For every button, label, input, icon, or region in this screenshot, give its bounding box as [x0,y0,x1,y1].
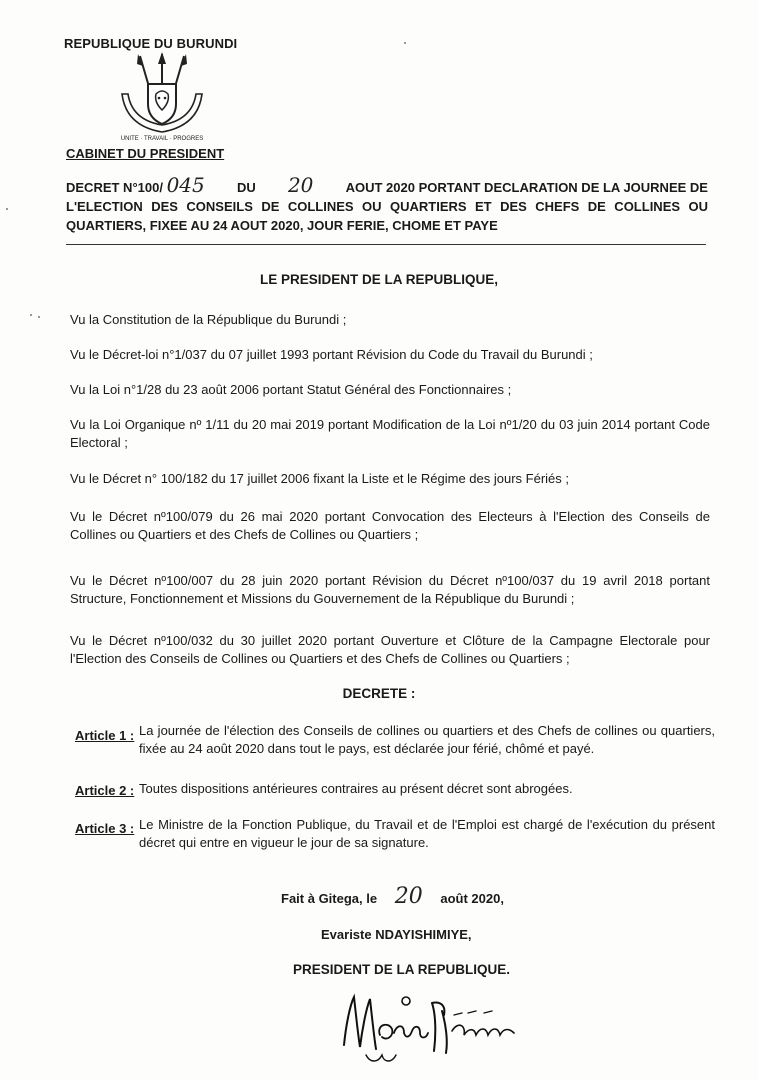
consideration-item: Vu le Décret nº100/007 du 28 juin 2020 portant Révision du Décret nº100/037 du 19 avril 2018 portant Structure, Fonctionnement et Missions du Gouvernement de la République du Burundi ; [70,573,710,606]
scan-speck [404,42,406,44]
decrete-heading: DECRETE : [342,686,416,701]
title-divider [66,244,706,245]
consideration-item: Vu la Loi Organique nº 1/11 du 20 mai 2019 portant Modification de la Loi nº1/20 du 03 juin 2014 portant Code Electoral ; [70,417,710,450]
cabinet-header: CABINET DU PRESIDENT [66,146,225,161]
consideration-item: Vu la Constitution de la République du Burundi ; [70,312,347,327]
decree-day-handwritten: 20 [287,173,314,197]
president-heading: LE PRESIDENT DE LA REPUBLIQUE, [259,272,499,287]
coat-of-arms-emblem [112,52,212,142]
article-text: La journée de l'élection des Conseils de collines ou quartiers et des Chefs de collines ou quartiers, fixée au 24 août 2020 dans tout le pays, est déclarée jour férié, chômé et payé. [139,723,715,756]
signature-place-date [281,884,504,909]
signature-day-handwritten: 20 [394,884,423,909]
consideration-item: Vu le Décret nº100/032 du 30 juillet 2020 portant Ouverture et Clôture de la Campagne Electorale pour l'Election des Conseils de Collines ou Quartiers et des Chefs de Collines ou Quartiers ; [70,633,710,666]
signature-place: Fait à Gitega, le [281,891,378,906]
consideration-item: Vu le Décret nº100/079 du 26 mai 2020 portant Convocation des Electeurs à l'Election des Conseils de Collines ou Quartiers et des Chefs de Collines ou Quartiers ; [70,509,710,542]
handwritten-signature [336,985,526,1065]
article-text: Toutes dispositions antérieures contraires au présent décret sont abrogées. [139,781,573,796]
consideration-item: Vu le Décret n° 100/182 du 17 juillet 2006 fixant la Liste et le Régime des jours Fériés ; [70,471,569,486]
signature-month-year: août 2020, [440,891,504,906]
scan-speck [30,314,32,316]
signatory-title: PRESIDENT DE LA REPUBLIQUE. [293,962,511,977]
scan-speck [6,208,8,210]
decree-number-prefix: DECRET N°100/ [66,180,163,195]
article-label: Article 2 : [75,783,135,798]
decree-du: DU [236,180,256,195]
decree-title-line1: AOUT 2020 PORTANT DECLARATION DE LA JOURNEE DE [345,180,708,195]
article-label: Article 1 : [75,728,135,743]
consideration-item: Vu le Décret-loi n°1/037 du 07 juillet 1993 portant Révision du Code du Travail du Burundi ; [70,347,593,362]
scan-speck [38,316,40,318]
decree-title-line2: L'ELECTION DES CONSEILS DE COLLINES OU QUARTIERS ET DES CHEFS DE COLLINES OU [66,199,708,214]
article-text: Le Ministre de la Fonction Publique, du Travail et de l'Emploi est chargé de l'exécution du présent décret qui entre en vigueur le jour de sa signature. [139,817,715,850]
emblem-motto: UNITE · TRAVAIL · PROGRES [120,136,204,142]
article-label: Article 3 : [75,821,135,836]
signatory-name: Evariste NDAYISHIMIYE, [321,927,472,942]
country-header: REPUBLIQUE DU BURUNDI [64,36,238,51]
decree-title [66,173,708,235]
decree-title-line3: QUARTIERS, FIXEE AU 24 AOUT 2020, JOUR FERIE, CHOME ET PAYE [66,218,498,233]
decree-number-handwritten: 045 [166,173,205,197]
consideration-item: Vu la Loi n°1/28 du 23 août 2006 portant Statut Général des Fonctionnaires ; [70,382,512,397]
